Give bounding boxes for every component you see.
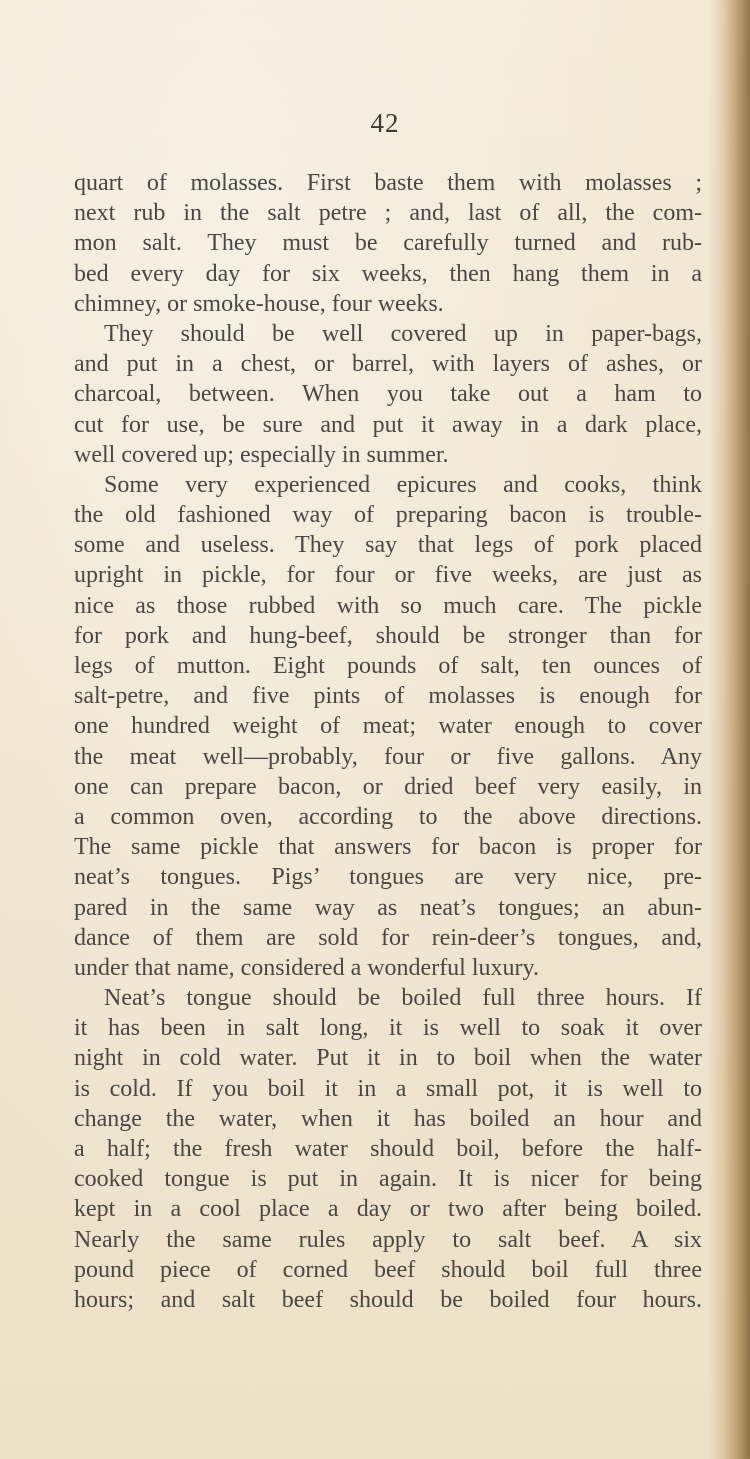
text-line: for pork and hung-beef, should be stronger than for <box>74 622 702 649</box>
text-line: the old fashioned way of preparing bacon is trouble- <box>74 502 702 529</box>
text-line: pound piece of corned beef should boil full three <box>74 1256 702 1283</box>
text-line: The same pickle that answers for bacon is proper for <box>74 834 702 861</box>
body-text <box>74 168 702 1315</box>
text-line: cut for use, be sure and put it away in a dark place, <box>74 411 702 438</box>
text-line: upright in pickle, for four or five weeks, are just as <box>74 562 702 589</box>
text-line: quart of molasses. First baste them with molasses ; <box>74 170 702 196</box>
text-line: Some very experienced epicures and cooks, think <box>104 471 702 498</box>
text-line: a half; the fresh water should boil, before the half- <box>74 1136 702 1162</box>
text-line: pared in the same way as neat’s tongues; an abun- <box>74 894 702 921</box>
text-line: well covered up; especially in summer. <box>74 441 449 468</box>
text-line: They should be well covered up in paper-bags, <box>104 320 702 347</box>
text-line: one hundred weight of meat; water enough to cover <box>74 713 702 740</box>
text-line: it has been in salt long, it is well to soak it over <box>74 1015 702 1042</box>
text-line: neat’s tongues. Pigs’ tongues are very nice, pre- <box>74 864 702 891</box>
page-number: 42 <box>370 108 400 138</box>
text-line: one can prepare bacon, or dried beef very easily, in <box>74 773 702 800</box>
text-line: is cold. If you boil it in a small pot, it is well to <box>74 1075 702 1102</box>
text-line: charcoal, between. When you take out a ham to <box>74 381 702 408</box>
text-line: the meat well—probably, four or five gallons. Any <box>74 743 702 770</box>
text-line: hours; and salt beef should be boiled four hours. <box>74 1286 702 1313</box>
text-line: next rub in the salt petre ; and, last of all, the com- <box>74 200 702 227</box>
text-line: a common oven, according to the above directions. <box>74 803 702 830</box>
text-line: salt-petre, and five pints of molasses is enough for <box>74 683 702 710</box>
text-line: Neat’s tongue should be boiled full three hours. If <box>104 985 702 1012</box>
text-line: kept in a cool place a day or two after being boiled. <box>74 1196 702 1223</box>
text-line: and put in a chest, or barrel, with layers of ashes, or <box>74 351 702 378</box>
text-line: Nearly the same rules apply to salt beef. A six <box>74 1226 702 1253</box>
text-line: dance of them are sold for rein-deer’s tongues, and, <box>74 924 702 951</box>
text-line: change the water, when it has boiled an hour and <box>74 1105 702 1132</box>
text-line: chimney, or smoke-house, four weeks. <box>74 290 444 317</box>
text-line: mon salt. They must be carefully turned and rub- <box>74 230 702 257</box>
text-line: night in cold water. Put it in to boil when the water <box>74 1045 702 1072</box>
page-edge-shadow <box>708 0 750 1459</box>
text-line: bed every day for six weeks, then hang them in a <box>74 260 702 287</box>
text-line: legs of mutton. Eight pounds of salt, ten ounces of <box>74 653 702 679</box>
text-line: nice as those rubbed with so much care. The pickle <box>74 592 702 619</box>
text-line: some and useless. They say that legs of pork placed <box>74 532 702 559</box>
text-line: cooked tongue is put in again. It is nicer for being <box>74 1166 702 1193</box>
text-line: under that name, considered a wonderful luxury. <box>74 954 539 981</box>
